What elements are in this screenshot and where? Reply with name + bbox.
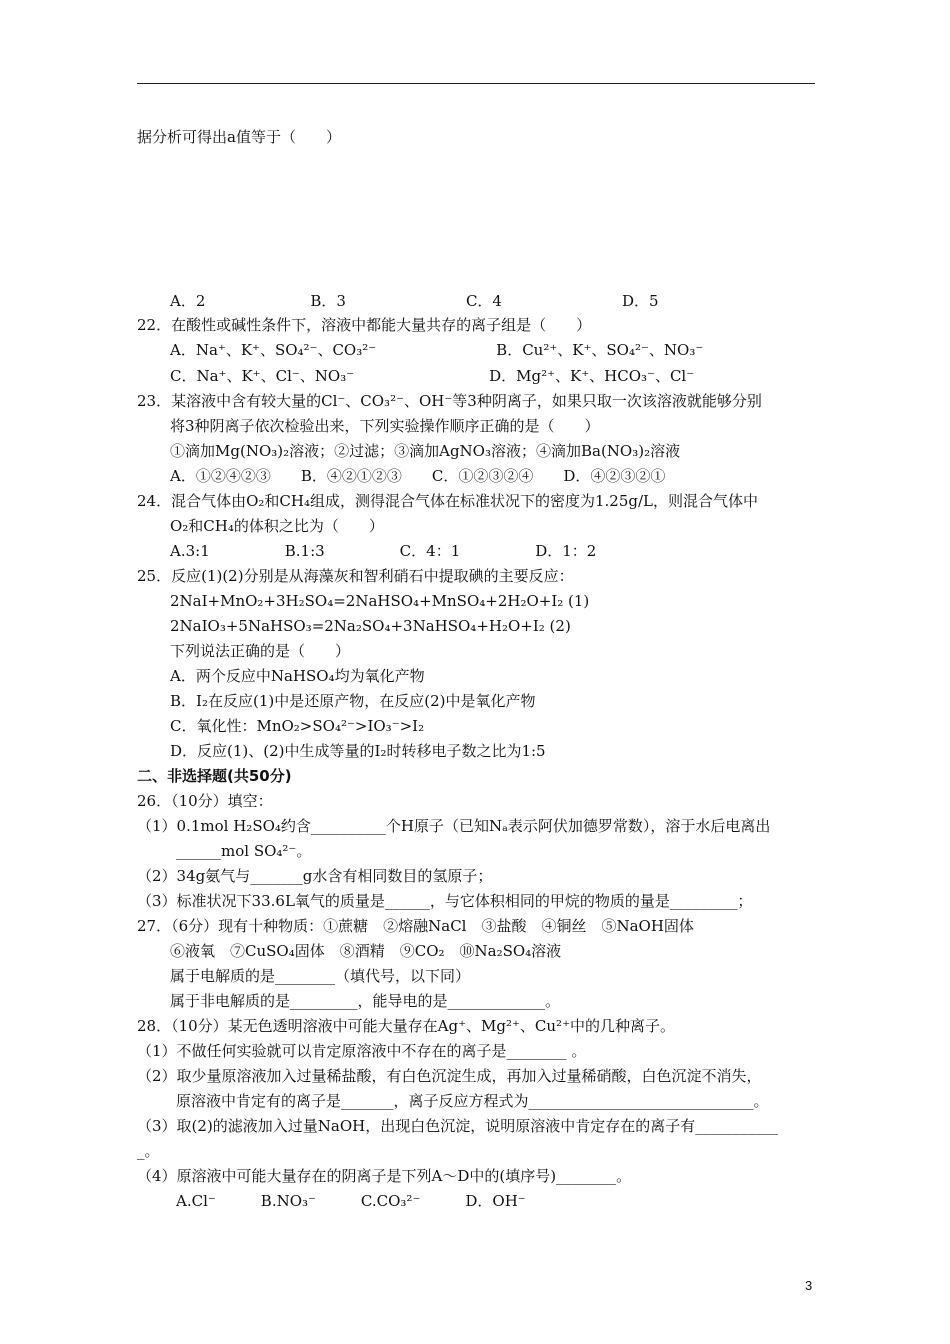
text-line: ______mol SO₄²⁻。 xyxy=(176,842,312,860)
header-rule xyxy=(137,83,815,84)
text-line: （1）0.1mol H₂SO₄约含__________个H原子（已知Nₐ表示阿伏加德罗常数），溶于水后电离出 xyxy=(137,817,771,835)
text-line: 属于电解质的是________（填代号，以下同） xyxy=(170,967,471,985)
text-line: 将3种阴离子依次检验出来，下列实验操作顺序正确的是（ ） xyxy=(170,417,600,435)
text-line: A．Na⁺、K⁺、SO₄²⁻、CO₃²⁻ B．Cu²⁺、K⁺、SO₄²⁻、NO₃⁻ xyxy=(170,341,704,359)
text-line: A.Cl⁻ B.NO₃⁻ C.CO₃²⁻ D．OH⁻ xyxy=(176,1192,526,1210)
text-line: 22．在酸性或碱性条件下，溶液中都能大量共存的离子组是（ ） xyxy=(137,316,592,334)
text-line: A．①②④②③ B．④②①②③ C．①②③②④ D．④②③②① xyxy=(170,467,666,485)
text-line: （1）不做任何实验就可以肯定原溶液中不存在的离子是________ 。 xyxy=(137,1042,587,1060)
text-line: A.3:1 B.1:3 C．4：1 D．1：2 xyxy=(170,542,597,560)
text-line: （2）34g氨气与_______g水含有相同数目的氢原子； xyxy=(137,867,493,885)
text-line: 原溶液中肯定有的离子是_______，离子反应方程式为______________________________。 xyxy=(176,1092,769,1110)
text-line: 2NaI+MnO₂+3H₂SO₄=2NaHSO₄+MnSO₄+2H₂O+I₂ (1) xyxy=(170,592,590,610)
text-line: 24．混合气体由O₂和CH₄组成，测得混合气体在标准状况下的密度为1.25g/L，则混合气体中 xyxy=(137,492,758,510)
text-line: 属于非电解质的是_________，能导电的是_____________。 xyxy=(170,992,561,1010)
text-line: （2）取少量原溶液加入过量稀盐酸，有白色沉淀生成，再加入过量稀硝酸，白色沉淀不消失， xyxy=(137,1067,762,1085)
text-line: ⑥液氧 ⑦CuSO₄固体 ⑧酒精 ⑨CO₂ ⑩Na₂SO₄溶液 xyxy=(170,942,562,960)
text-line: C．氧化性：MnO₂>SO₄²⁻>IO₃⁻>I₂ xyxy=(170,717,425,735)
text-line: 据分析可得出a值等于（ ） xyxy=(137,128,341,146)
text-line: O₂和CH₄的体积之比为（ ） xyxy=(170,517,384,535)
text-line: （4）原溶液中可能大量存在的阴离子是下列A～D中的(填序号)________。 xyxy=(137,1167,632,1185)
text-line: （3）取(2)的滤液加入过量NaOH，出现白色沉淀，说明原溶液中肯定存在的离子有___________ xyxy=(137,1117,778,1135)
text-line: 26．（10分）填空： xyxy=(137,792,273,810)
text-line: 下列说法正确的是（ ） xyxy=(170,642,351,660)
text-line: _。 xyxy=(137,1142,160,1160)
page-number: 3 xyxy=(805,1278,813,1293)
text-line: （3）标准状况下33.6L氧气的质量是______，与它体积相同的甲烷的物质的量是_________； xyxy=(137,892,753,910)
text-line: 23．某溶液中含有较大量的Cl⁻、CO₃²⁻、OH⁻等3种阴离子，如果只取一次该溶液就能够分别 xyxy=(137,392,762,410)
text-line: 27．（6分）现有十种物质：①蔗糖 ②熔融NaCl ③盐酸 ④铜丝 ⑤NaOH固体 xyxy=(137,917,694,935)
text-line: 25．反应(1)(2)分别是从海藻灰和智利硝石中提取碘的主要反应： xyxy=(137,567,574,585)
text-line: A．2 B．3 C．4 D．5 xyxy=(170,292,659,310)
section-heading: 二、非选择题(共50分) xyxy=(137,767,292,785)
text-line: A．两个反应中NaHSO₄均为氧化产物 xyxy=(170,667,425,685)
text-line: B．I₂在反应(1)中是还原产物，在反应(2)中是氧化产物 xyxy=(170,692,536,710)
text-line: D．反应(1)、(2)中生成等量的I₂时转移电子数之比为1:5 xyxy=(170,742,546,760)
text-line: 28．（10分）某无色透明溶液中可能大量存在Ag⁺、Mg²⁺、Cu²⁺中的几种离子。 xyxy=(137,1017,675,1035)
text-line: 2NaIO₃+5NaHSO₃=2Na₂SO₄+3NaHSO₄+H₂O+I₂ (2) xyxy=(170,617,571,635)
text-line: C．Na⁺、K⁺、Cl⁻、NO₃⁻ D．Mg²⁺、K⁺、HCO₃⁻、Cl⁻ xyxy=(170,367,695,385)
text-line: ①滴加Mg(NO₃)₂溶液；②过滤；③滴加AgNO₃溶液；④滴加Ba(NO₃)₂溶液 xyxy=(170,442,681,460)
